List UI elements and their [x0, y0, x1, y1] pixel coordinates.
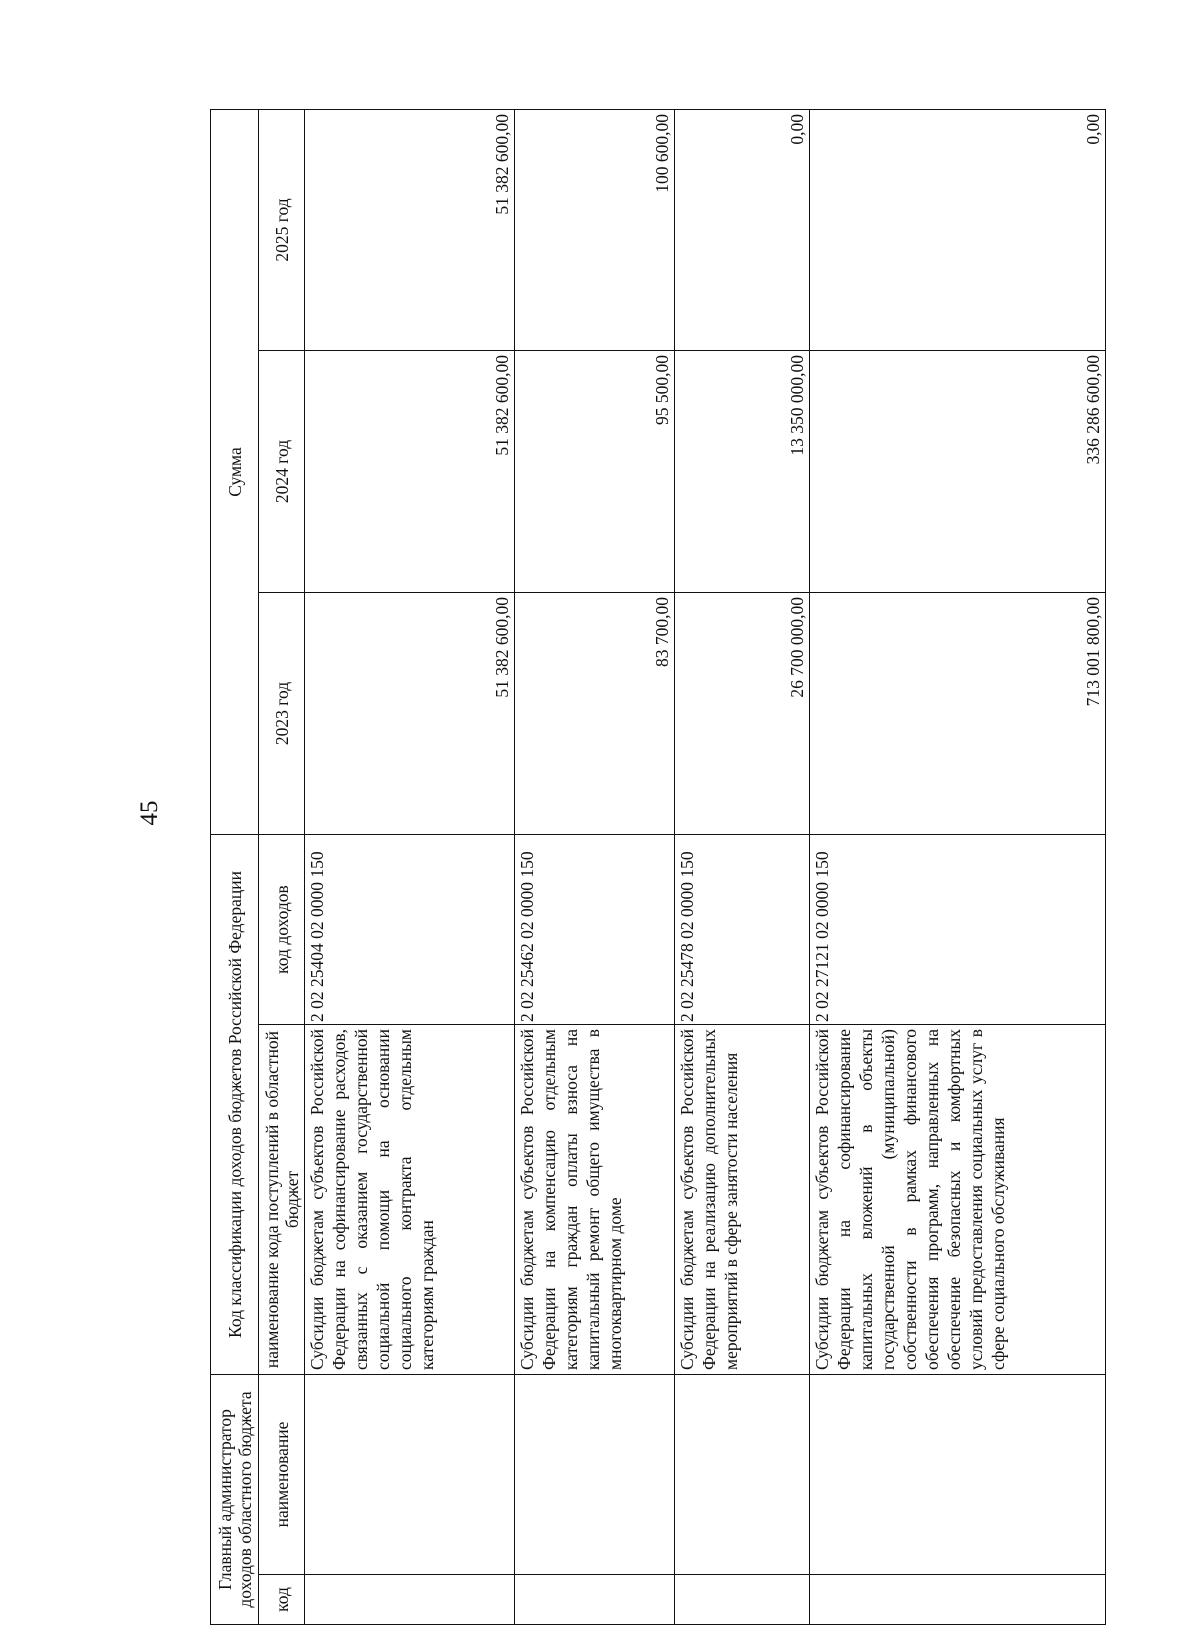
row-amount-2025-cell: 0,00	[810, 109, 1106, 350]
year-2025-column-header: 2025 год	[259, 109, 305, 350]
row-income-code-cell: 2 02 25462 02 0000 150	[515, 835, 675, 1025]
row-description-cell: Субсидии бюджетам субъектов Российской Федерации на реализацию дополнительных мероприятий в сфере занятости населения	[675, 1025, 810, 1375]
row-name-cell	[515, 1375, 675, 1575]
row-amount-2024-cell: 95 500,00	[515, 351, 675, 593]
row-code-cell	[810, 1575, 1106, 1625]
year-2023-column-header: 2023 год	[259, 593, 305, 835]
row-name-cell	[810, 1375, 1106, 1575]
row-name-cell	[305, 1375, 515, 1575]
row-amount-2024-cell: 51 382 600,00	[305, 351, 515, 593]
row-name-cell	[675, 1375, 810, 1575]
sum-group-header: Сумма	[211, 109, 259, 834]
row-income-code-cell: 2 02 27121 02 0000 150	[810, 835, 1106, 1025]
row-amount-2023-cell: 713 001 800,00	[810, 593, 1106, 835]
table-header	[211, 109, 305, 1624]
table-row	[810, 109, 1106, 1624]
row-description-cell: Субсидии бюджетам субъектов Российской Федерации на софинансирование расходов, связанных с оказанием государственной социальной помощи на основании социального контракта отдельным категориям граждан	[305, 1025, 515, 1375]
row-description-cell: Субсидии бюджетам субъектов Российской Федерации на компенсацию отдельным категориям граждан оплаты взноса на капитальный ремонт общего имущества в многоквартирном доме	[515, 1025, 675, 1375]
row-income-code-cell: 2 02 25478 02 0000 150	[675, 835, 810, 1025]
rotated-table-wrapper	[210, 110, 1105, 1625]
row-code-cell	[305, 1575, 515, 1625]
admin-group-header: Главный администратор доходов областного бюджета	[211, 1375, 259, 1625]
income-code-column-header: код доходов	[259, 835, 305, 1025]
row-code-cell	[515, 1575, 675, 1625]
row-amount-2025-cell: 51 382 600,00	[305, 109, 515, 350]
row-amount-2025-cell: 100 600,00	[515, 109, 675, 350]
page-number: 45	[136, 800, 163, 826]
table-row	[675, 109, 810, 1624]
row-amount-2023-cell: 26 700 000,00	[675, 593, 810, 835]
row-description-cell: Субсидии бюджетам субъектов Российской Федерации на софинансирование капитальных вложений в объекты государственной (муниципальной) собственности в рамках финансового обеспечения программ, направленных на обеспечение безопасных и комфортных условий предоставления социальных услуг в сфере социального обслуживания	[810, 1025, 1106, 1375]
name-column-header: наименование	[259, 1375, 305, 1575]
row-amount-2024-cell: 336 286 600,00	[810, 351, 1106, 593]
code-column-header: код	[259, 1575, 305, 1625]
table-body	[305, 109, 1106, 1624]
year-2024-column-header: 2024 год	[259, 351, 305, 593]
row-code-cell	[675, 1575, 810, 1625]
row-amount-2025-cell: 0,00	[675, 109, 810, 350]
classification-group-header: Код классификации доходов бюджетов Российской Федерации	[211, 835, 259, 1375]
row-amount-2024-cell: 13 350 000,00	[675, 351, 810, 593]
revenue-table	[210, 109, 1106, 1625]
row-amount-2023-cell: 51 382 600,00	[305, 593, 515, 835]
row-income-code-cell: 2 02 25404 02 0000 150	[305, 835, 515, 1025]
table-row	[305, 109, 515, 1624]
income-name-column-header: наименование кода поступлений в областной бюджет	[259, 1025, 305, 1375]
row-amount-2023-cell: 83 700,00	[515, 593, 675, 835]
table-row	[515, 109, 675, 1624]
